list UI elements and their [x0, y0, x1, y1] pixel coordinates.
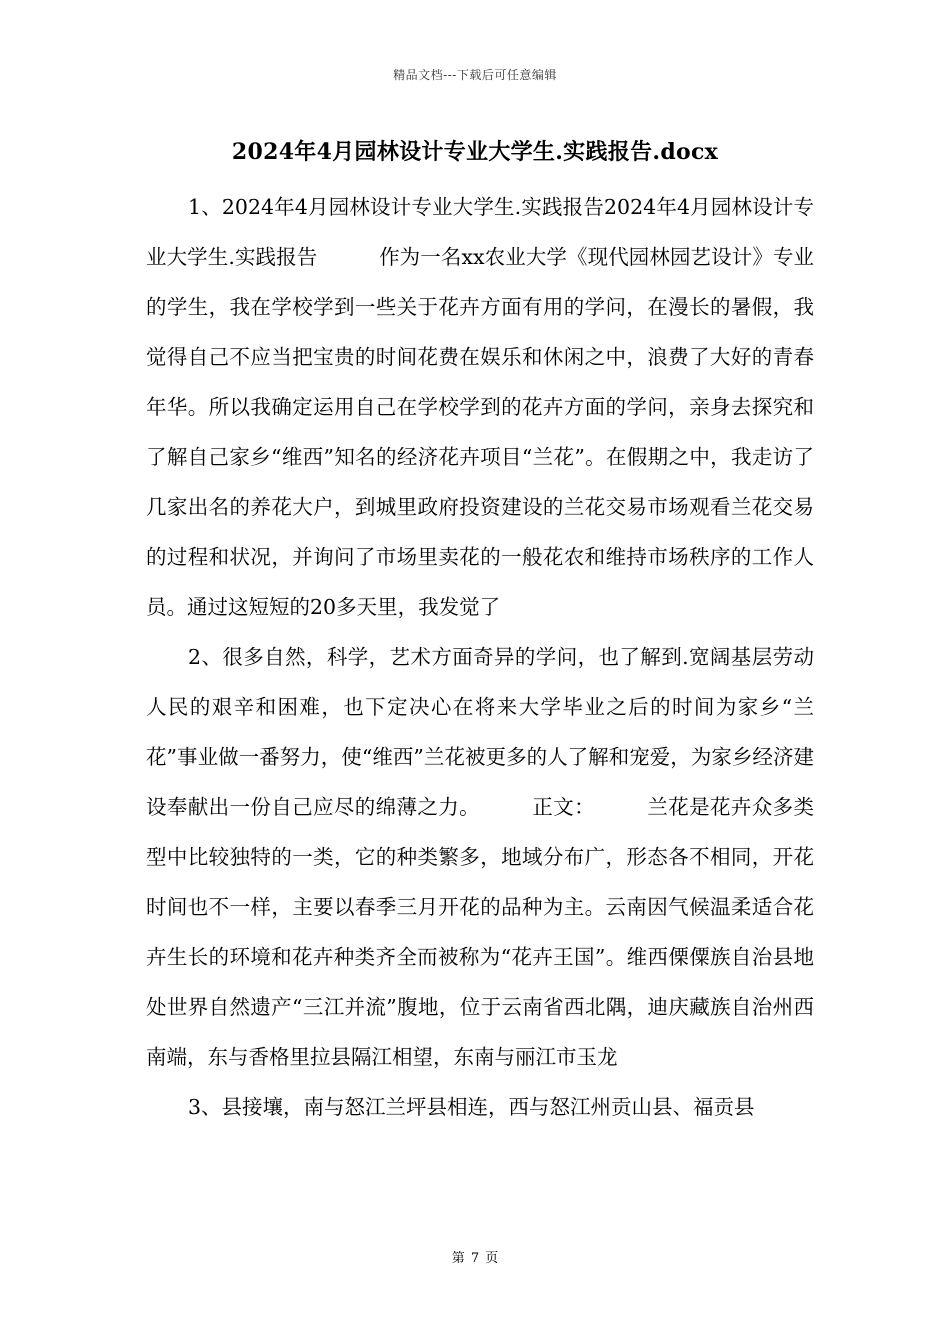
document-title: 2024年4月园林设计专业大学生.实践报告.docx	[231, 139, 719, 165]
page-header: 精品文档---下载后可任意编辑	[393, 68, 557, 82]
document-body	[146, 182, 814, 1132]
paragraph-3: 3、县接壤，南与怒江兰坪县相连，西与怒江州贡山县、福贡县	[188, 1095, 755, 1119]
paragraph-2: 2、很多自然，科学，艺术方面奇异的学问，也了解到.宽阔基层劳动人民的艰辛和困难，也下定决心在将来大学毕业之后的时间为家乡“兰花”事业做一番努力，使“维西”兰花被更多的人了解和宠爱，为家乡经济建设奉献出一份自己应尽的绵薄之力。 正文： 兰花是花卉众多类型中比较独特的一类，它的种类繁多，地域分布广，形态各不相同，开花时间也不一样，主要以春季三月开花的品种为主。云南因气候温柔适合花卉生长的环境和花卉种类齐全而被称为“花卉王国”。维西傈僳族自治县地处世界自然遗产“三江并流”腹地，位于云南省西北隅，迪庆藏族自治州西南端，东与香格里拉县隔江相望，东南与丽江市玉龙	[146, 645, 814, 1069]
page-number: 第 7 页	[451, 1251, 499, 1266]
paragraph-1: 1、2024年4月园林设计专业大学生.实践报告2024年4月园林设计专业大学生.实践报告 作为一名xx农业大学《现代园林园艺设计》专业的学生，我在学校学到一些关于花卉方面有用的学问，在漫长的暑假，我觉得自己不应当把宝贵的时间花费在娱乐和休闲之中，浪费了大好的青春年华。所以我确定运用自己在学校学到的花卉方面的学问，亲身去探究和了解自己家乡“维西”知名的经济花卉项目“兰花”。在假期之中，我走访了几家出名的养花大户，到城里政府投资建设的兰花交易市场观看兰花交易的过程和状况，并询问了市场里卖花的一般花农和维持市场秩序的工作人员。通过这短短的20多天里，我发觉了	[146, 195, 814, 619]
